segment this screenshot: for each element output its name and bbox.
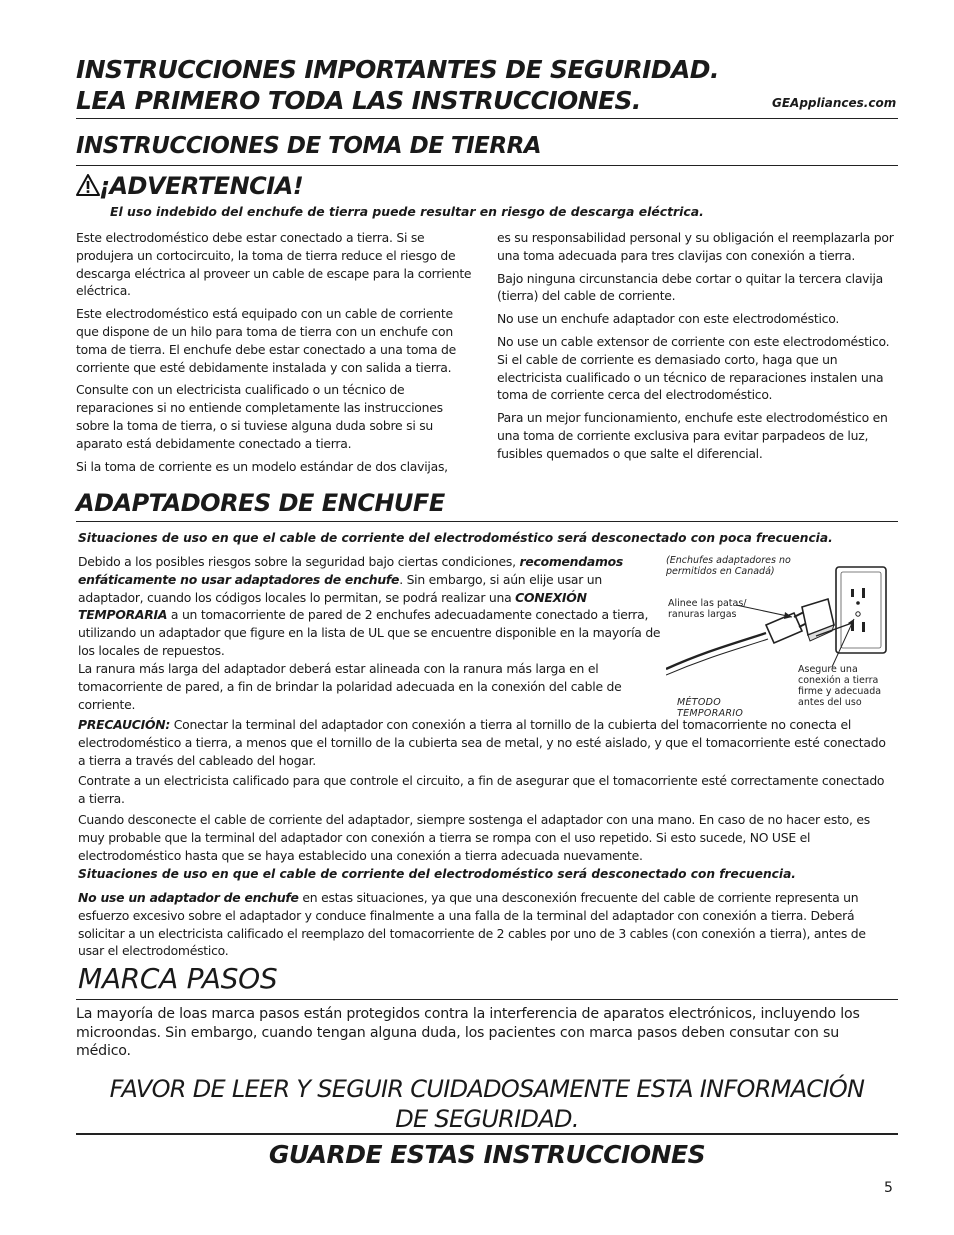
adapters-p4: Contrate a un electricista calificado para que controle el circuito, a fin de asegurar que el tomacorriente esté correctamente conectado a tierra.	[78, 773, 885, 806]
adapters-caution	[78, 716, 890, 769]
warning-title: ¡ADVERTENCIA!	[99, 172, 304, 200]
adapters-rule	[76, 521, 898, 522]
grounding-right-p3: No use un enchufe adaptador con este electrodoméstico.	[497, 311, 840, 327]
grounding-left-p1: Este electrodoméstico debe estar conectado a tierra. Si se produjera un cortocircuito, la toma de tierra reduce el riesgo de descarga eléctrica al proveer un cable de escape para la corriente eléctrica.	[76, 230, 472, 299]
adapters-p6-emphasis: No use un adaptador de enchufe	[78, 890, 299, 905]
page-number: 5	[884, 1180, 893, 1196]
warning-text: El uso indebido del enchufe de tierra puede resultar en riesgo de descarga eléctrica.	[110, 204, 704, 219]
read-carefully-line2: DE SEGURIDAD.	[395, 1105, 579, 1133]
read-carefully-notice	[76, 1074, 898, 1134]
pacemaker-rule	[76, 999, 898, 1000]
header-rule	[76, 118, 898, 119]
adapters-p1-temporary: CONEXIÓN TEMPORARIA	[78, 589, 587, 623]
save-instructions: GUARDE ESTAS INSTRUCCIONES	[268, 1140, 706, 1169]
footer-rule	[76, 1133, 898, 1135]
figure-note: (Enchufes adaptadores no permitidos en Canadá)	[666, 555, 791, 577]
adapters-p6	[78, 889, 893, 960]
figure-ensure-label: Asegure una conexión a tierra firme y adecuada antes del uso	[798, 664, 882, 708]
grounding-right-p2: Bajo ninguna circunstancia debe cortar o quitar la tercera clavija (tierra) del cable de corriente.	[497, 270, 883, 304]
grounding-right-p5: Para un mejor funcionamiento, enchufe este electrodoméstico en una toma de corriente exclusiva para evitar parpadeos de luz, fusibles quemados o que salte el diferencial.	[497, 410, 888, 461]
adapters-title: ADAPTADORES DE ENCHUFE	[76, 489, 445, 517]
header-title	[76, 54, 719, 116]
site-url: GEAppliances.com	[772, 96, 897, 110]
warning-icon	[76, 174, 100, 200]
read-carefully-line1: FAVOR DE LEER Y SEGUIR CUIDADOSAMENTE ESTA INFORMACIÓN	[109, 1075, 865, 1103]
figure-method-label: MÉTODO TEMPORARIO	[677, 697, 744, 719]
header-title-line1: INSTRUCCIONES IMPORTANTES DE SEGURIDAD.	[76, 55, 719, 84]
grounding-left-p2: Este electrodoméstico está equipado con un cable de corriente que dispone de un hilo para toma de tierra con un enchufe con toma de tierra. El enchufe debe estar conectado a una toma de corriente que esté debidamente instalada y con salida a tierra.	[76, 306, 457, 375]
adapters-p2: La ranura más larga del adaptador deberá estar alineada con la ranura más larga en el tomacorriente de pared, a fin de brindar la polaridad adecuada en la conexión del cable de corriente.	[78, 661, 622, 712]
adapters-p1-text: Debido a los posibles riesgos sobre la seguridad bajo ciertas condiciones,	[78, 554, 520, 569]
pacemaker-title: MARCA PASOS	[78, 962, 278, 995]
grounding-rule	[76, 165, 898, 166]
grounding-right-column	[497, 229, 899, 468]
adapters-p6-text: en estas situaciones, ya que una desconexión frecuente del cable de corriente representa un esfuerzo excesivo sobre el adaptador y conduce finalmente a una falla de la terminal del adaptador con conexión a tierra. Deberá solicitar a un electricista calificado el reemplazo del tomacorriente de 2 cables por uno de 3 cables (con conexión a tierra), antes de usar el electrodoméstico.	[78, 890, 866, 959]
grounding-left-p3: Consulte con un electricista cualificado o un técnico de reparaciones si no entiende completamente las instrucciones sobre la toma de tierra, o si tuviese alguna duda sobre si su aparato está debidamente conectado a tierra.	[76, 382, 443, 451]
adapters-p1-text-3: a un tomacorriente de pared de 2 enchufes adecuadamente conectado a tierra, utilizando un adaptador que figure en la lista de UL que se encuentre disponible en la mayoría de los locales de repuestos.	[78, 607, 661, 658]
adapter-figure	[666, 551, 896, 723]
grounding-right-p4: No use un cable extensor de corriente con este electrodoméstico. Si el cable de corriente es demasiado corto, haga que un electricista cualificado o un técnico de reparaciones instalen una toma de corriente cerca del electrodoméstico.	[497, 333, 890, 403]
adapters-p1-emphasis: recomendamos enfáticamente no usar adaptadores de enchufe	[78, 554, 624, 587]
grounding-right-p1: es su responsabilidad personal y su obligación el reemplazarla por una toma adecuada para tres clavijas con conexión a tierra.	[497, 230, 894, 263]
adapters-subhead-1: Situaciones de uso en que el cable de corriente del electrodoméstico será desconectado con poca frecuencia.	[78, 531, 833, 545]
figure-align-label: Alinee las patas/ ranuras largas	[668, 598, 747, 620]
adapters-p1-text-2: . Sin embargo, si aún elije usar un adaptador, cuando los códigos locales lo permitan, se podrá realizar una	[78, 571, 602, 605]
adapters-p1	[78, 553, 668, 660]
adapters-p5: Cuando desconecte el cable de corriente del adaptador, siempre sostenga el adaptador con una mano. En caso de no hacer esto, es muy probable que la terminal del adaptador con conexión a tierra se rompa con el uso repetido. Si esto sucede, NO USE el electrodoméstico hasta que se haya establecido una conexión a tierra adecuada nuevamente.	[78, 812, 870, 863]
caution-label: PRECAUCIÓN:	[78, 717, 171, 732]
pacemaker-text: La mayoría de loas marca pasos están protegidos contra la interferencia de aparatos electrónicos, incluyendo los microondas. Sin embargo, cuando tengan alguna duda, los pacientes con marca pasos deben consutar con su médico.	[76, 1006, 860, 1059]
grounding-left-p4: Si la toma de corriente es un modelo estándar de dos clavijas,	[76, 458, 448, 474]
grounding-title: INSTRUCCIONES DE TOMA DE TIERRA	[76, 133, 542, 159]
adapters-subhead-2: Situaciones de uso en que el cable de corriente del electrodoméstico será desconectado con frecuencia.	[78, 867, 796, 881]
header-title-line2: LEA PRIMERO TODA LAS INSTRUCCIONES.	[76, 86, 641, 115]
caution-text: Conectar la terminal del adaptador con conexión a tierra al tornillo de la cubierta del tomacorriente no conecta el electrodoméstico a tierra, a menos que el tornillo de la cubierta sea de metal, y no esté aislado, y que el tomacorriente esté conectado a tierra a través del cableado del hogar.	[78, 717, 886, 768]
grounding-left-column	[76, 229, 474, 480]
